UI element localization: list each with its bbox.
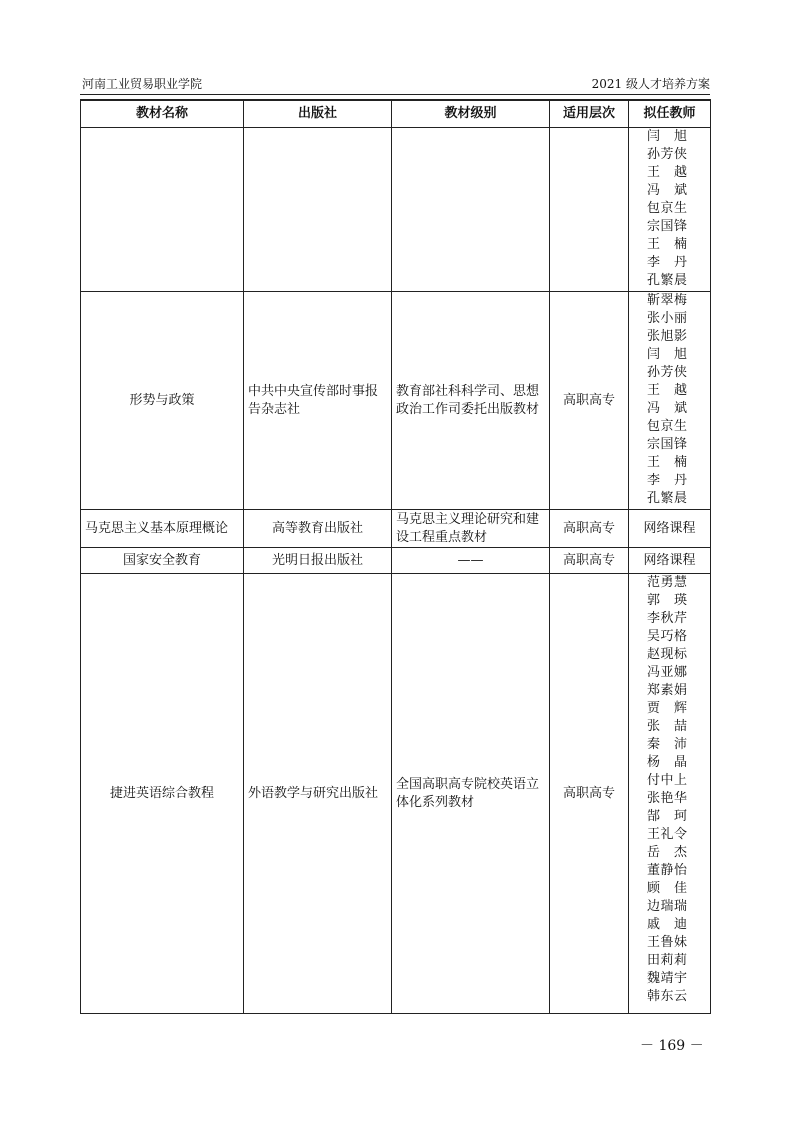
cell-teachers	[629, 574, 711, 1014]
teacher-name: 张旭影	[647, 329, 688, 344]
teacher-name: 魏靖宇	[647, 971, 688, 986]
table-header-row	[81, 100, 711, 128]
cell-teachers: 网络课程	[629, 548, 711, 574]
teacher-name: 宗国锋	[647, 219, 688, 234]
cell-publisher: 中共中央宣传部时事报告杂志社	[244, 292, 392, 510]
teacher-name: 孙芳侠	[647, 365, 688, 380]
cell-scope: 高职高专	[550, 292, 629, 510]
teacher-name: 包京生	[647, 419, 688, 434]
table-row	[81, 510, 711, 548]
teacher-name: 赵现标	[647, 647, 688, 662]
teacher-name: 张小丽	[647, 311, 688, 326]
cell-level: 全国高职高专院校英语立体化系列教材	[392, 574, 550, 1014]
teacher-name: 孔繁晨	[647, 491, 688, 506]
teacher-name: 郜 珂	[647, 809, 688, 824]
teacher-name: 董静怡	[647, 863, 688, 878]
teacher-name: 秦 沛	[647, 737, 688, 752]
cell-scope: 高职高专	[550, 548, 629, 574]
col-header-scope: 适用层次	[550, 100, 629, 128]
teacher-name: 王礼令	[647, 827, 688, 842]
teacher-name: 宗国锋	[647, 437, 688, 452]
teacher-name: 李秋芹	[647, 611, 688, 626]
teacher-name: 戚 迪	[647, 917, 688, 932]
cell-scope	[550, 128, 629, 292]
teacher-name: 郭 瑛	[647, 593, 688, 608]
header-rule	[80, 94, 710, 95]
teacher-name: 张艳华	[647, 791, 688, 806]
teacher-name: 吴巧格	[647, 629, 688, 644]
table-row	[81, 548, 711, 574]
teacher-name: 岳 杰	[647, 845, 688, 860]
table-row	[81, 128, 711, 292]
cell-scope: 高职高专	[550, 510, 629, 548]
table-row	[81, 574, 711, 1014]
teacher-name: 郑素娟	[647, 683, 688, 698]
page-number: － 169 －	[640, 1038, 704, 1054]
cell-level: 马克思主义理论研究和建设工程重点教材	[392, 510, 550, 548]
teacher-name: 边瑞瑞	[647, 899, 688, 914]
cell-publisher: 高等教育出版社	[244, 510, 392, 548]
cell-teachers	[629, 128, 711, 292]
teacher-name: 王 越	[647, 165, 688, 180]
cell-teachers: 网络课程	[629, 510, 711, 548]
col-header-level: 教材级别	[392, 100, 550, 128]
col-header-teachers: 拟任教师	[629, 100, 711, 128]
cell-publisher	[244, 128, 392, 292]
cell-publisher: 光明日报出版社	[244, 548, 392, 574]
cell-name	[81, 128, 244, 292]
textbook-table	[80, 99, 711, 1014]
cell-name: 形势与政策	[81, 292, 244, 510]
teacher-name: 杨 晶	[647, 755, 688, 770]
cell-level: 教育部社科科学司、思想政治工作司委托出版教材	[392, 292, 550, 510]
cell-name: 马克思主义基本原理概论	[81, 510, 244, 548]
teacher-name: 李 丹	[647, 255, 688, 270]
program-title: 2021 级人才培养方案	[591, 77, 710, 91]
table-row	[81, 292, 711, 510]
cell-name: 捷进英语综合教程	[81, 574, 244, 1014]
teacher-name: 冯 斌	[647, 183, 688, 198]
teacher-name: 王 楠	[647, 237, 688, 252]
cell-publisher: 外语教学与研究出版社	[244, 574, 392, 1014]
teacher-name: 韩东云	[647, 989, 688, 1004]
teacher-name: 田莉莉	[647, 953, 688, 968]
teacher-name: 闫 旭	[647, 347, 688, 362]
page-header	[82, 76, 710, 92]
cell-level: ——	[392, 548, 550, 574]
teacher-name: 张 喆	[647, 719, 688, 734]
cell-level	[392, 128, 550, 292]
teacher-name: 范勇慧	[647, 575, 688, 590]
teacher-name: 冯亚娜	[647, 665, 688, 680]
cell-name: 国家安全教育	[81, 548, 244, 574]
teacher-name: 闫 旭	[647, 129, 688, 144]
teacher-name: 王 楠	[647, 455, 688, 470]
col-header-name: 教材名称	[81, 100, 244, 128]
teacher-name: 贾 辉	[647, 701, 688, 716]
teacher-name: 付中上	[647, 773, 688, 788]
cell-teachers	[629, 292, 711, 510]
teacher-name: 李 丹	[647, 473, 688, 488]
teacher-name: 孙芳侠	[647, 147, 688, 162]
teacher-name: 顾 佳	[647, 881, 688, 896]
col-header-publisher: 出版社	[244, 100, 392, 128]
teacher-name: 王鲁妹	[647, 935, 688, 950]
teacher-name: 靳翠梅	[647, 293, 688, 308]
cell-scope: 高职高专	[550, 574, 629, 1014]
teacher-name: 冯 斌	[647, 401, 688, 416]
teacher-name: 王 越	[647, 383, 688, 398]
school-name: 河南工业贸易职业学院	[82, 77, 203, 91]
teacher-name: 包京生	[647, 201, 688, 216]
teacher-name: 孔繁晨	[647, 273, 688, 288]
